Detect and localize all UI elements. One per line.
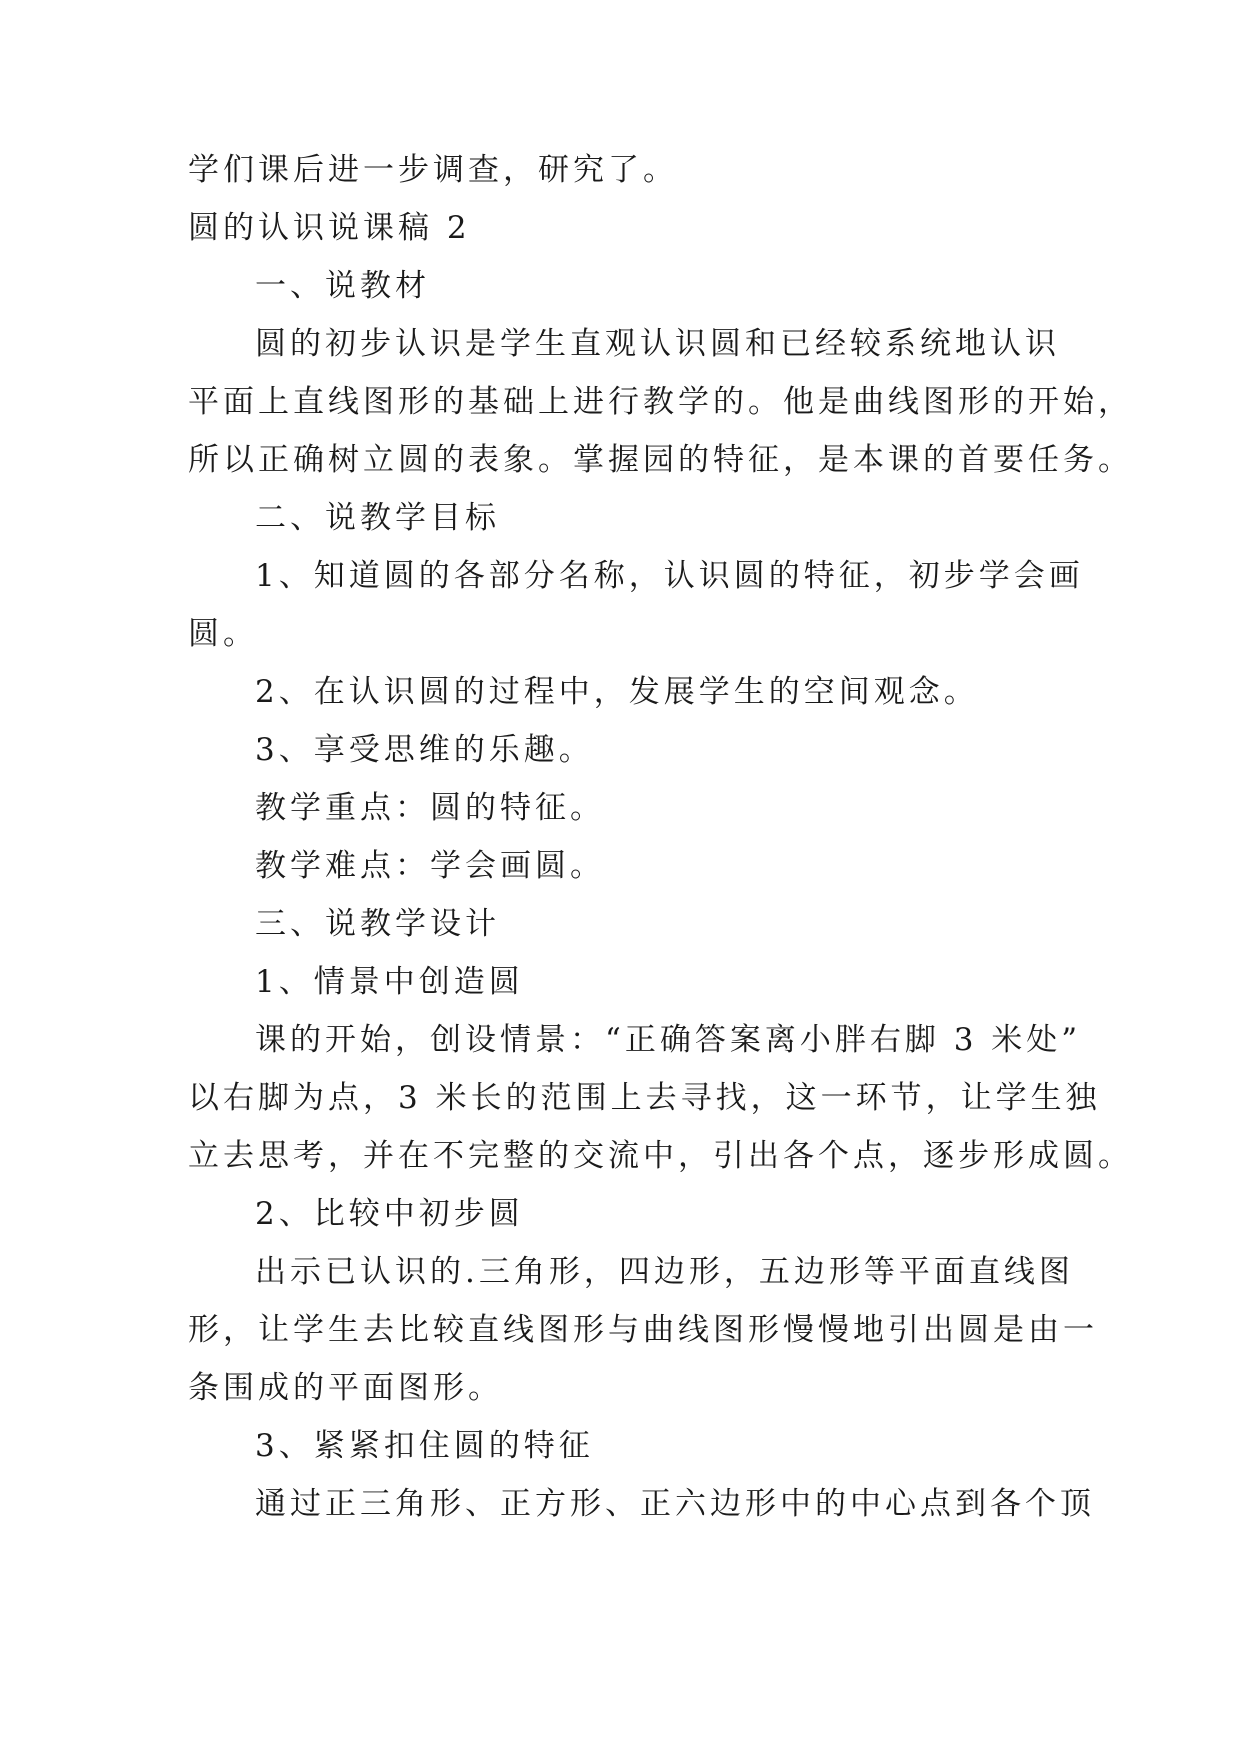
goal-item: 2、在认识圆的过程中，发展学生的空间观念。 [255, 674, 979, 710]
paragraph-line: 出示已认识的.三角形，四边形，五边形等平面直线图 [255, 1254, 1074, 1290]
difficult-point: 教学难点：学会画圆。 [255, 848, 605, 884]
paragraph-line: 所以正确树立圆的表象。掌握园的特征，是本课的首要任务。 [188, 442, 1133, 478]
key-point: 教学重点：圆的特征。 [255, 790, 605, 826]
section-heading-textbook: 一、说教材 [255, 268, 430, 304]
paragraph-line: 圆的初步认识是学生直观认识圆和已经较系统地认识 [255, 326, 1060, 362]
goal-item: 3、享受思维的乐趣。 [255, 732, 594, 768]
document-title: 圆的认识说课稿 2 [188, 210, 471, 246]
design-step-heading: 3、紧紧扣住圆的特征 [255, 1428, 594, 1464]
section-heading-design: 三、说教学设计 [255, 906, 500, 942]
paragraph-line: 形，让学生去比较直线图形与曲线图形慢慢地引出圆是由一 [188, 1312, 1098, 1348]
paragraph-line: 通过正三角形、正方形、正六边形中的中心点到各个顶 [255, 1486, 1095, 1522]
goal-item: 1、知道圆的各部分名称，认识圆的特征，初步学会画 [255, 558, 1084, 594]
section-heading-goals: 二、说教学目标 [255, 500, 500, 536]
paragraph-continuation: 学们课后进一步调查，研究了。 [188, 152, 678, 188]
paragraph-line: 平面上直线图形的基础上进行教学的。他是曲线图形的开始， [188, 384, 1133, 420]
design-step-heading: 2、比较中初步圆 [255, 1196, 524, 1232]
paragraph-line: 条围成的平面图形。 [188, 1370, 503, 1406]
paragraph-line: 立去思考，并在不完整的交流中，引出各个点，逐步形成圆。 [188, 1138, 1133, 1174]
paragraph-line: 课的开始，创设情景：“正确答案离小胖右脚 3 米处” [255, 1022, 1082, 1058]
paragraph-line: 以右脚为点，3 米长的范围上去寻找，这一环节，让学生独 [188, 1080, 1101, 1116]
goal-item-continuation: 圆。 [188, 616, 258, 652]
design-step-heading: 1、情景中创造圆 [255, 964, 524, 1000]
